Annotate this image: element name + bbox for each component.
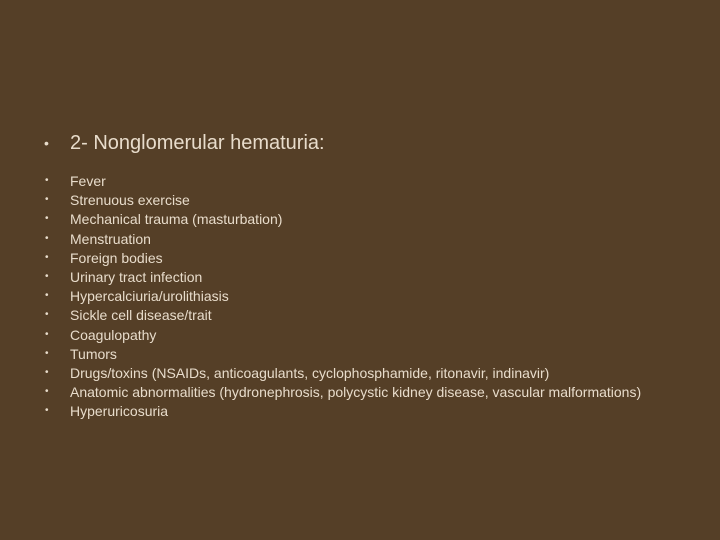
list-item [45,288,665,304]
list-item [45,327,665,343]
list-item [45,346,665,362]
list-item-text: Mechanical trauma (masturbation) [70,211,283,228]
list-item [45,173,665,189]
bullet-icon: • [45,347,49,359]
bullet-icon: • [45,386,49,398]
list-item-text: Urinary tract infection [70,268,203,285]
list-item-text: Sickle cell disease/trait [70,307,212,324]
list-item [45,365,665,381]
bullet-icon: • [44,135,49,151]
heading-text: 2- Nonglomerular hematuria: [70,132,325,154]
list-item [45,231,665,247]
bullet-icon: • [45,366,49,378]
list-item-text: Anatomic abnormalities (hydronephrosis, polycystic kidney disease, vascular malformations) [70,384,642,401]
list-item-text: Strenuous exercise [70,192,190,209]
list-item [45,269,665,285]
list-item-text: Drugs/toxins (NSAIDs, anticoagulants, cyclophosphamide, ritonavir, indinavir) [70,364,550,381]
cause-list [45,173,665,422]
bullet-icon: • [45,175,49,186]
list-item-text: Tumors [70,345,117,362]
bullet-icon: • [45,405,49,417]
bullet-icon: • [45,213,49,225]
bullet-icon: • [45,232,49,244]
list-item [45,307,665,323]
bullet-icon: • [45,290,49,302]
bullet-icon: • [45,328,49,340]
list-item-text: Fever [70,173,106,189]
list-item-text: Menstruation [70,230,151,247]
bullet-icon: • [45,194,49,206]
list-item [45,384,665,400]
slide-heading [44,131,325,155]
list-item [45,211,665,227]
list-item-text: Coagulopathy [70,326,157,343]
list-item [45,403,665,419]
list-item [45,250,665,266]
list-item-text: Hyperuricosuria [70,403,169,420]
bullet-icon: • [45,309,49,321]
bullet-icon: • [45,251,49,263]
list-item-text: Hypercalciuria/urolithiasis [70,288,229,305]
list-item [45,192,665,208]
list-item-text: Foreign bodies [70,249,163,266]
bullet-icon: • [45,270,49,282]
